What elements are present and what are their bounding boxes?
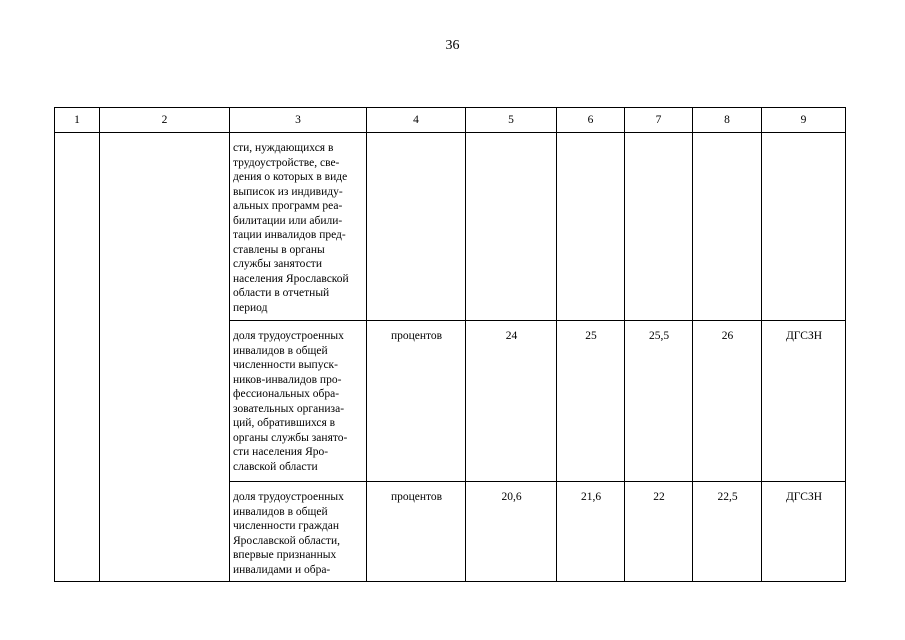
value-col-8: 22,5 bbox=[693, 482, 762, 582]
unit-cell: процентов bbox=[367, 482, 466, 582]
col-2-cell bbox=[100, 133, 230, 582]
indicator-line: ставлены в органы bbox=[233, 243, 325, 256]
indicator-line: ций, обратившихся в bbox=[233, 417, 336, 429]
indicator-line: зовательных организа- bbox=[233, 402, 345, 415]
indicator-line: численности граждан bbox=[233, 520, 340, 532]
indicator-line: ников-инвалидов про- bbox=[233, 373, 342, 386]
header-col-1: 1 bbox=[55, 108, 100, 133]
header-col-7: 7 bbox=[625, 108, 693, 133]
header-row bbox=[55, 108, 846, 133]
indicator-name-cell bbox=[230, 482, 367, 582]
indicator-line: славской области bbox=[233, 460, 318, 473]
indicator-line: трудоустройстве, све- bbox=[233, 156, 340, 169]
header-col-9: 9 bbox=[762, 108, 846, 133]
value-col-7: 22 bbox=[625, 482, 693, 582]
value-col-8: 26 bbox=[693, 321, 762, 482]
value-col-7: 25,5 bbox=[625, 321, 693, 482]
header-col-6: 6 bbox=[557, 108, 625, 133]
col-1-cell bbox=[55, 133, 100, 582]
indicator-line: органы службы занято- bbox=[233, 431, 348, 444]
value-col-5: 24 bbox=[466, 321, 557, 482]
page-number: 36 bbox=[445, 38, 460, 53]
indicator-line: инвалидов в общей bbox=[233, 505, 328, 518]
indicator-line: период bbox=[233, 301, 268, 314]
header-col-4: 4 bbox=[367, 108, 466, 133]
indicator-line: области в отчетный bbox=[233, 287, 330, 299]
value-col-7 bbox=[625, 133, 693, 321]
indicator-line: билитации или абили- bbox=[233, 214, 343, 227]
indicator-line: выписок из индивиду- bbox=[233, 185, 343, 198]
indicator-line: доля трудоустроенных bbox=[233, 330, 344, 342]
header-col-2: 2 bbox=[100, 108, 230, 133]
executor-cell: ДГСЗН bbox=[762, 482, 846, 582]
indicator-line: тации инвалидов пред- bbox=[233, 229, 346, 241]
value-col-6 bbox=[557, 133, 625, 321]
indicator-line: Ярославской области, bbox=[233, 534, 340, 547]
indicator-line: инвалидами и обра- bbox=[233, 563, 331, 576]
indicator-name-cell bbox=[230, 321, 367, 482]
unit-cell: процентов bbox=[367, 321, 466, 482]
indicator-line: впервые признанных bbox=[233, 549, 337, 561]
indicators-table bbox=[54, 107, 846, 582]
indicator-line: альных программ реа- bbox=[233, 200, 343, 212]
value-col-6: 25 bbox=[557, 321, 625, 482]
value-col-6: 21,6 bbox=[557, 482, 625, 582]
indicator-line: инвалидов в общей bbox=[233, 344, 328, 357]
header-col-8: 8 bbox=[693, 108, 762, 133]
indicator-line: службы занятости bbox=[233, 258, 322, 270]
table-row bbox=[55, 133, 846, 321]
indicator-name-cell bbox=[230, 133, 367, 321]
indicator-line: дения о которых в виде bbox=[233, 171, 348, 183]
indicator-line: доля трудоустроенных bbox=[233, 491, 344, 503]
value-col-5 bbox=[466, 133, 557, 321]
indicator-line: фессиональных обра- bbox=[233, 388, 340, 400]
indicator-line: населения Ярославской bbox=[233, 272, 349, 285]
header-col-5: 5 bbox=[466, 108, 557, 133]
indicator-line: сти, нуждающихся в bbox=[233, 142, 334, 154]
executor-cell: ДГСЗН bbox=[762, 321, 846, 482]
indicator-line: численности выпуск- bbox=[233, 359, 338, 371]
executor-cell bbox=[762, 133, 846, 321]
value-col-5: 20,6 bbox=[466, 482, 557, 582]
unit-cell bbox=[367, 133, 466, 321]
value-col-8 bbox=[693, 133, 762, 321]
indicator-line: сти населения Яро- bbox=[233, 446, 329, 458]
header-col-3: 3 bbox=[230, 108, 367, 133]
